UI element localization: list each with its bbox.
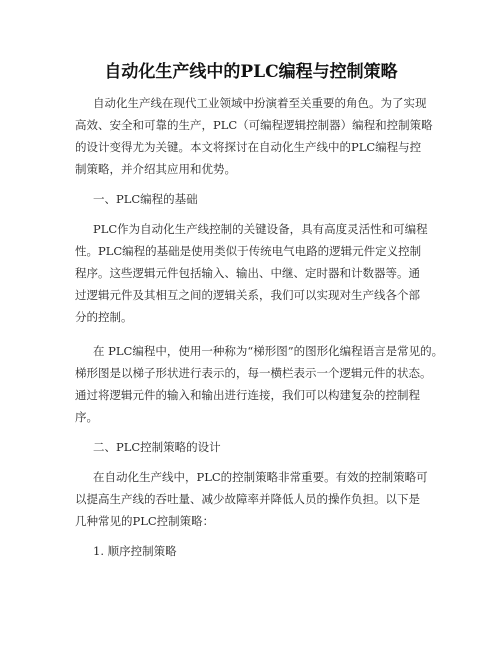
section-1-para-1-line-5: 分的控制。	[75, 310, 133, 324]
intro-line-3: 的设计变得尤为关键。本文将探讨在自动化生产线中的PLC编程与控	[75, 140, 422, 154]
intro-line-1: 自动化生产线在现代工业领域中扮演着至关重要的角色。为了实现	[93, 96, 427, 110]
section-1-heading: 一、PLC编程的基础	[93, 192, 198, 206]
section-1-para-2-line-3: 通过将逻辑元件的输入和输出进行连接，我们可以构建复杂的控制程	[75, 388, 420, 402]
intro-line-2: 高效、安全和可靠的生产，PLC（可编程逻辑控制器）编程和控制策略	[75, 118, 433, 132]
intro-line-4: 制策略，并介绍其应用和优势。	[75, 162, 236, 176]
section-1-para-1-line-2: 性。PLC编程的基础是使用类似于传统电气电路的逻辑元件定义控制	[75, 244, 422, 258]
section-1-para-2-line-2: 梯形图是以梯子形状进行表示的，每一横栏表示一个逻辑元件的状态。	[75, 366, 432, 380]
section-1-para-1-line-4: 过逻辑元件及其相互之间的逻辑关系，我们可以实现对生产线各个部	[75, 288, 420, 302]
section-1-para-1-line-1: PLC作为自动化生产线控制的关键设备，具有高度灵活性和可编程	[93, 222, 428, 236]
list-item-1: 1. 顺序控制策略	[93, 544, 177, 558]
section-2-para-1-line-2: 以提高生产线的吞吐量、减少故障率并降低人员的操作负担。以下是	[75, 492, 420, 506]
section-1-para-2-line-4: 序。	[75, 410, 98, 424]
section-2-para-1-line-1: 在自动化生产线中，PLC的控制策略非常重要。有效的控制策略可	[93, 470, 428, 484]
section-1-para-2-line-1: 在 PLC编程中，使用一种称为“梯形图”的图形化编程语言是常见的。	[93, 344, 444, 358]
document-title: 自动化生产线中的PLC编程与控制策略	[104, 62, 398, 82]
section-2-para-1-line-3: 几种常见的PLC控制策略：	[75, 514, 215, 528]
section-1-para-1-line-3: 程序。这些逻辑元件包括输入、输出、中继、定时器和计数器等。通	[75, 266, 420, 280]
section-2-heading: 二、PLC控制策略的设计	[93, 440, 221, 454]
